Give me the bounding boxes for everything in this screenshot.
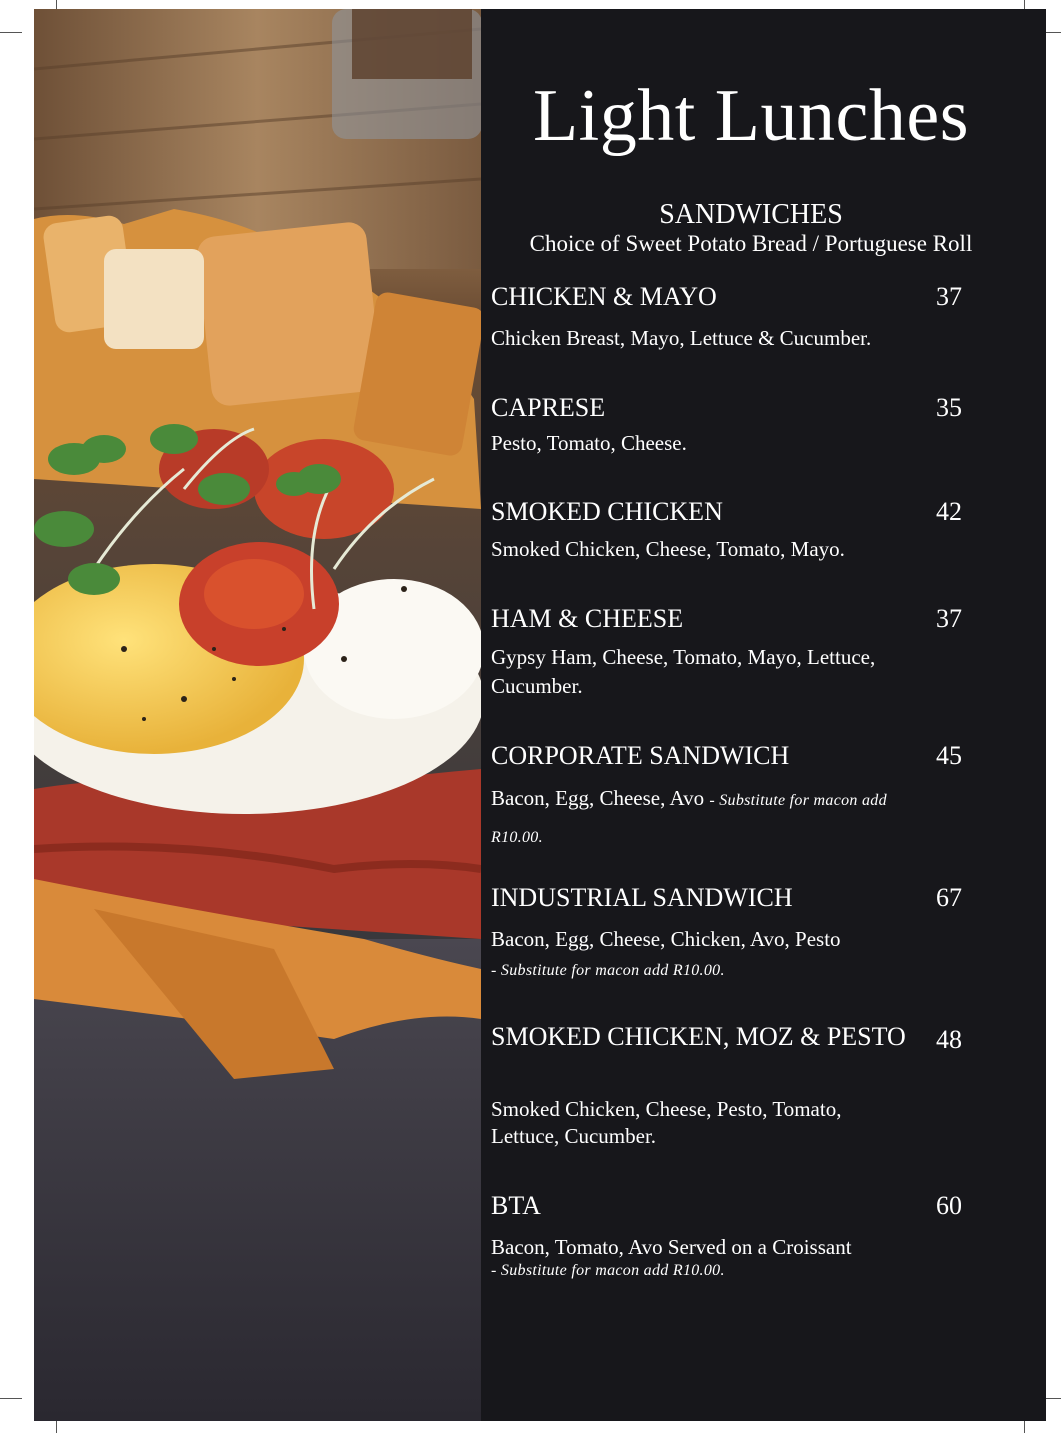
sandwich-photo [34, 9, 481, 1421]
menu-item-description: Bacon, Egg, Cheese, Chicken, Avo, Pesto [491, 927, 841, 951]
crop-mark [0, 1398, 22, 1399]
menu-item-description: Smoked Chicken, Cheese, Tomato, Mayo. [491, 537, 845, 561]
menu-item-price: 48 [936, 1025, 962, 1054]
menu-item-note: - Substitute for macon add R10.00. [491, 1262, 725, 1279]
menu-panel [481, 9, 1046, 1421]
menu-item-price: 37 [936, 604, 962, 633]
menu-item-price: 42 [936, 497, 962, 526]
menu-item-name: INDUSTRIAL SANDWICH [491, 883, 793, 912]
menu-item-name: CHICKEN & MAYO [491, 282, 717, 311]
section-title: SANDWICHES [659, 199, 843, 230]
sandwich-illustration [34, 9, 481, 1421]
menu-item-description: Pesto, Tomato, Cheese. [491, 431, 687, 455]
crop-mark [0, 32, 22, 33]
menu-item-name: SMOKED CHICKEN, MOZ & PESTO [491, 1022, 906, 1051]
menu-item-description-block [491, 781, 911, 855]
menu-item-name: HAM & CHEESE [491, 604, 684, 633]
menu-item-price: 67 [936, 883, 962, 912]
menu-item-note: - Substitute for macon add R10.00. [491, 792, 887, 846]
menu-item-description: Bacon, Tomato, Avo Served on a Croissant [491, 1235, 852, 1259]
menu-item-name: SMOKED CHICKEN [491, 497, 723, 526]
menu-item-description: Smoked Chicken, Cheese, Pesto, Tomato, Lettuce, Cucumber. [491, 1097, 842, 1148]
menu-title: Light Lunches [532, 75, 969, 157]
menu-item-price: 45 [936, 741, 962, 770]
menu-item-price: 35 [936, 393, 962, 422]
menu-item-price: 60 [936, 1191, 962, 1220]
menu-item-note: - Substitute for macon add R10.00. [491, 962, 725, 979]
menu-item-name: CAPRESE [491, 393, 606, 422]
menu-item-name: BTA [491, 1191, 541, 1220]
menu-item-description: Gypsy Ham, Cheese, Tomato, Mayo, Lettuce, Cucumber. [491, 645, 876, 698]
menu-item-name: CORPORATE SANDWICH [491, 741, 790, 770]
section-subtitle: Choice of Sweet Potato Bread / Portuguese Roll [529, 231, 973, 256]
menu-item-description: Chicken Breast, Mayo, Lettuce & Cucumber. [491, 326, 872, 350]
menu-item-description: Bacon, Egg, Cheese, Avo [491, 786, 705, 810]
menu-item-price: 37 [936, 282, 962, 311]
